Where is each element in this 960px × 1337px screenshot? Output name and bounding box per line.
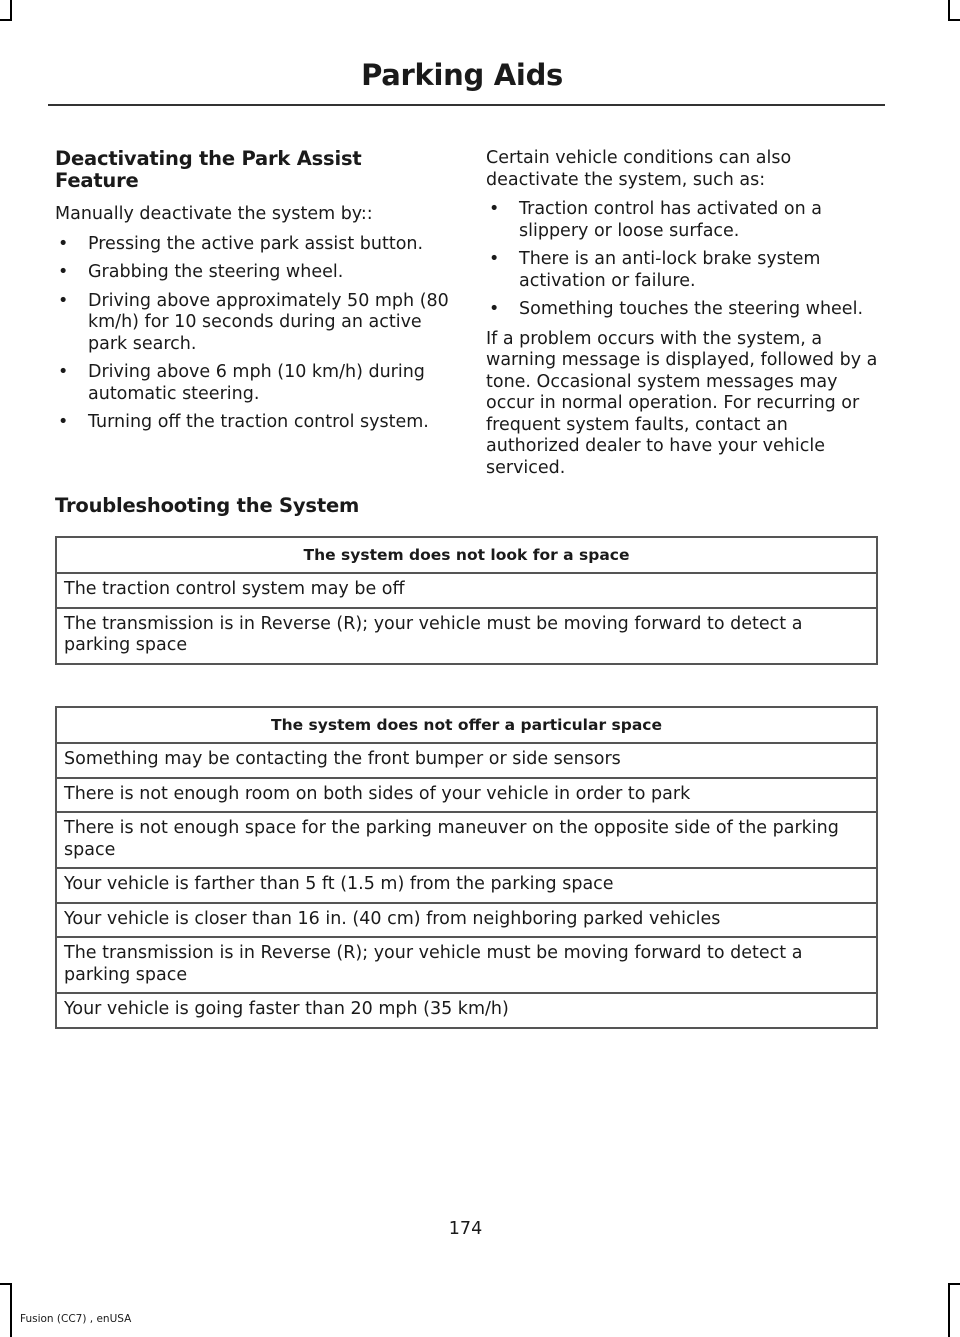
section-heading-troubleshooting: Troubleshooting the System — [55, 494, 360, 517]
list-item-text: Something touches the steering wheel. — [519, 299, 864, 319]
table-header: The system does not offer a particular space — [56, 707, 877, 743]
left-column — [55, 148, 450, 442]
list-item — [55, 262, 450, 284]
table-cell: There is not enough room on both sides of your vehicle in order to park — [56, 778, 877, 813]
list-item — [486, 299, 881, 321]
table-cell: Your vehicle is closer than 16 in. (40 cm) from neighboring parked vehicles — [56, 903, 877, 938]
table-row — [56, 743, 877, 778]
crop-mark — [948, 0, 950, 21]
page-number: 174 — [448, 1219, 483, 1239]
list-item-text: Driving above 6 mph (10 km/h) during automatic steering. — [88, 362, 425, 404]
table-header-row — [56, 537, 877, 573]
section-heading-deactivating: Deactivating the Park Assist Feature — [55, 147, 362, 192]
deactivation-list — [55, 234, 450, 434]
table-cell: Your vehicle is going faster than 20 mph (35 km/h) — [56, 993, 877, 1028]
list-item-text: Grabbing the steering wheel. — [88, 262, 344, 282]
conditions-intro: Certain vehicle conditions can also deactivate the system, such as: — [486, 148, 792, 190]
crop-mark — [0, 1283, 12, 1285]
list-item — [486, 249, 881, 292]
table-row — [56, 812, 877, 868]
table-row — [56, 937, 877, 993]
list-item-text: Turning off the traction control system. — [88, 412, 429, 432]
page-title: Parking Aids — [361, 58, 563, 92]
right-column — [486, 148, 881, 487]
table-cell: There is not enough space for the parking maneuver on the opposite side of the parking space — [56, 812, 877, 868]
table-cell: The transmission is in Reverse (R); your vehicle must be moving forward to detect a parking space — [56, 608, 877, 664]
bullet-icon: • — [58, 233, 69, 254]
crop-mark — [10, 1283, 12, 1337]
list-item-text: Driving above approximately 50 mph (80 km/h) for 10 seconds during an active park search. — [88, 290, 449, 354]
crop-mark — [948, 19, 960, 21]
crop-mark — [948, 1283, 950, 1337]
list-item-text: Pressing the active park assist button. — [88, 233, 424, 254]
bullet-icon: • — [58, 362, 69, 382]
list-item-text: Traction control has activated on a slippery or loose surface. — [519, 199, 822, 241]
bullet-icon: • — [489, 299, 500, 319]
conditions-list — [486, 199, 881, 321]
crop-mark — [10, 0, 12, 21]
bullet-icon: • — [489, 249, 500, 269]
bullet-icon: • — [58, 262, 69, 282]
bullet-icon: • — [58, 412, 69, 432]
bullet-icon: • — [58, 290, 69, 311]
table-header-row — [56, 707, 877, 743]
list-item — [486, 199, 881, 242]
intro-text: Manually deactivate the system by:: — [55, 204, 373, 224]
troubleshooting-table-no-offer — [55, 706, 878, 1029]
list-item-text: There is an anti-lock brake system activation or failure. — [519, 249, 821, 291]
table-row — [56, 573, 877, 608]
table-cell: The transmission is in Reverse (R); your vehicle must be moving forward to detect a parking space — [56, 937, 877, 993]
bullet-icon: • — [489, 199, 500, 219]
list-item — [55, 412, 450, 434]
table-cell: The traction control system may be off — [56, 573, 877, 608]
troubleshooting-table-no-search — [55, 536, 878, 665]
table-row — [56, 778, 877, 813]
table-row — [56, 993, 877, 1028]
footer-text: Fusion (CC7) , enUSA — [20, 1313, 132, 1325]
table-cell: Your vehicle is farther than 5 ft (1.5 m) from the parking space — [56, 868, 877, 903]
crop-mark — [0, 19, 12, 21]
table-row — [56, 868, 877, 903]
problem-paragraph: If a problem occurs with the system, a warning message is displayed, followed by a tone. Occasional system messages may occur in normal operation. For recurring or frequent system faults, contact an authorized dealer to have your vehicle serviced. — [486, 328, 878, 478]
list-item — [55, 362, 450, 405]
table-row — [56, 903, 877, 938]
list-item — [55, 291, 450, 356]
table-cell: Something may be contacting the front bumper or side sensors — [56, 743, 877, 778]
crop-mark — [948, 1283, 960, 1285]
header-divider — [48, 104, 885, 106]
table-row — [56, 608, 877, 664]
list-item — [55, 234, 450, 256]
table-header: The system does not look for a space — [56, 537, 877, 573]
